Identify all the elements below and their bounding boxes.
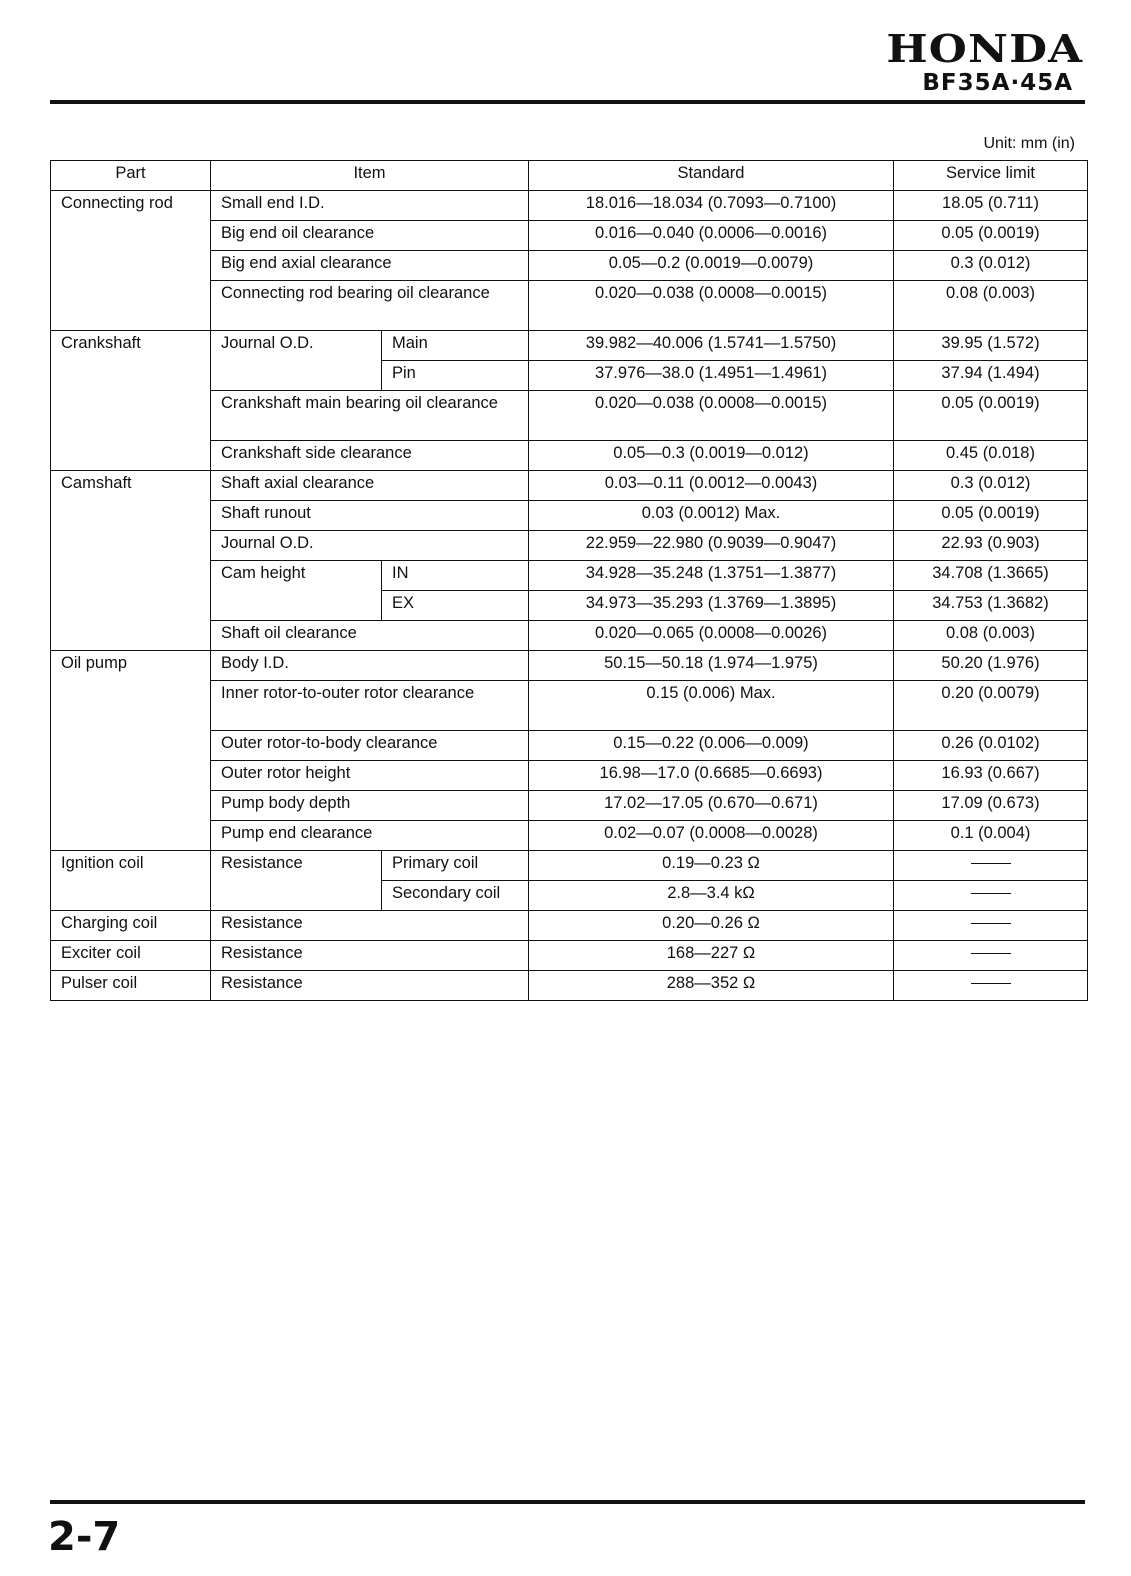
standard-cell: 17.02—17.05 (0.670—0.671) bbox=[529, 791, 894, 821]
standard-cell: 2.8—3.4 kΩ bbox=[529, 881, 894, 911]
standard-cell: 0.03 (0.0012) Max. bbox=[529, 501, 894, 531]
standard-cell: 0.016—0.040 (0.0006—0.0016) bbox=[529, 221, 894, 251]
part-cell: Pulser coil bbox=[51, 971, 211, 1001]
sub-item-cell: EX bbox=[382, 591, 529, 621]
item-cell: Crankshaft main bearing oil clearance bbox=[211, 391, 529, 441]
item-cell: Shaft runout bbox=[211, 501, 529, 531]
limit-cell: 34.708 (1.3665) bbox=[894, 561, 1088, 591]
limit-cell: 37.94 (1.494) bbox=[894, 361, 1088, 391]
limit-cell: 0.05 (0.0019) bbox=[894, 391, 1088, 441]
limit-cell: 16.93 (0.667) bbox=[894, 761, 1088, 791]
limit-cell: 0.20 (0.0079) bbox=[894, 681, 1088, 731]
not-applicable-dash bbox=[971, 893, 1011, 894]
item-cell: Body I.D. bbox=[211, 651, 529, 681]
standard-cell: 0.03—0.11 (0.0012—0.0043) bbox=[529, 471, 894, 501]
standard-cell: 0.05—0.2 (0.0019—0.0079) bbox=[529, 251, 894, 281]
limit-cell bbox=[894, 851, 1088, 881]
standard-cell: 0.020—0.038 (0.0008—0.0015) bbox=[529, 281, 894, 331]
limit-cell: 0.1 (0.004) bbox=[894, 821, 1088, 851]
part-cell: Ignition coil bbox=[51, 851, 211, 911]
part-cell: Crankshaft bbox=[51, 331, 211, 471]
standard-cell: 0.02—0.07 (0.0008—0.0028) bbox=[529, 821, 894, 851]
standard-cell: 37.976—38.0 (1.4951—1.4961) bbox=[529, 361, 894, 391]
sub-item-cell: Primary coil bbox=[382, 851, 529, 881]
limit-cell: 0.05 (0.0019) bbox=[894, 221, 1088, 251]
standard-cell: 39.982—40.006 (1.5741—1.5750) bbox=[529, 331, 894, 361]
col-header-limit: Service limit bbox=[894, 161, 1088, 191]
table-row bbox=[51, 911, 1088, 941]
not-applicable-dash bbox=[971, 863, 1011, 864]
standard-cell: 288—352 Ω bbox=[529, 971, 894, 1001]
col-header-part: Part bbox=[51, 161, 211, 191]
item-cell: Crankshaft side clearance bbox=[211, 441, 529, 471]
not-applicable-dash bbox=[971, 923, 1011, 924]
table-row bbox=[51, 651, 1088, 681]
standard-cell: 0.20—0.26 Ω bbox=[529, 911, 894, 941]
item-cell: Journal O.D. bbox=[211, 331, 382, 391]
item-cell: Pump body depth bbox=[211, 791, 529, 821]
item-cell: Big end axial clearance bbox=[211, 251, 529, 281]
not-applicable-dash bbox=[971, 953, 1011, 954]
standard-cell: 18.016—18.034 (0.7093—0.7100) bbox=[529, 191, 894, 221]
item-cell: Inner rotor-to-outer rotor clearance bbox=[211, 681, 529, 731]
item-cell: Resistance bbox=[211, 851, 382, 911]
part-cell: Exciter coil bbox=[51, 941, 211, 971]
limit-cell: 0.08 (0.003) bbox=[894, 621, 1088, 651]
item-cell: Cam height bbox=[211, 561, 382, 621]
item-cell: Connecting rod bearing oil clearance bbox=[211, 281, 529, 331]
specification-table bbox=[50, 160, 1088, 1001]
limit-cell bbox=[894, 971, 1088, 1001]
standard-cell: 168—227 Ω bbox=[529, 941, 894, 971]
limit-cell: 0.3 (0.012) bbox=[894, 251, 1088, 281]
standard-cell: 34.928—35.248 (1.3751—1.3877) bbox=[529, 561, 894, 591]
limit-cell: 0.26 (0.0102) bbox=[894, 731, 1088, 761]
table-row bbox=[51, 971, 1088, 1001]
limit-cell: 39.95 (1.572) bbox=[894, 331, 1088, 361]
standard-cell: 0.19—0.23 Ω bbox=[529, 851, 894, 881]
limit-cell: 17.09 (0.673) bbox=[894, 791, 1088, 821]
item-cell: Big end oil clearance bbox=[211, 221, 529, 251]
item-cell: Pump end clearance bbox=[211, 821, 529, 851]
standard-cell: 0.05—0.3 (0.0019—0.012) bbox=[529, 441, 894, 471]
limit-cell: 0.45 (0.018) bbox=[894, 441, 1088, 471]
limit-cell bbox=[894, 941, 1088, 971]
limit-cell: 0.3 (0.012) bbox=[894, 471, 1088, 501]
unit-note: Unit: mm (in) bbox=[983, 135, 1075, 152]
not-applicable-dash bbox=[971, 983, 1011, 984]
standard-cell: 16.98—17.0 (0.6685—0.6693) bbox=[529, 761, 894, 791]
limit-cell bbox=[894, 881, 1088, 911]
table-row bbox=[51, 851, 1088, 881]
sub-item-cell: Secondary coil bbox=[382, 881, 529, 911]
item-cell: Resistance bbox=[211, 911, 529, 941]
part-cell: Camshaft bbox=[51, 471, 211, 651]
sub-item-cell: IN bbox=[382, 561, 529, 591]
table-header-row bbox=[51, 161, 1088, 191]
table-row bbox=[51, 331, 1088, 361]
limit-cell bbox=[894, 911, 1088, 941]
limit-cell: 18.05 (0.711) bbox=[894, 191, 1088, 221]
item-cell: Resistance bbox=[211, 941, 529, 971]
limit-cell: 34.753 (1.3682) bbox=[894, 591, 1088, 621]
item-cell: Outer rotor-to-body clearance bbox=[211, 731, 529, 761]
page-number: 2-7 bbox=[48, 1514, 121, 1560]
table-row bbox=[51, 191, 1088, 221]
standard-cell: 0.15 (0.006) Max. bbox=[529, 681, 894, 731]
table-row bbox=[51, 471, 1088, 501]
standard-cell: 0.15—0.22 (0.006—0.009) bbox=[529, 731, 894, 761]
part-cell: Connecting rod bbox=[51, 191, 211, 331]
standard-cell: 22.959—22.980 (0.9039—0.9047) bbox=[529, 531, 894, 561]
standard-cell: 34.973—35.293 (1.3769—1.3895) bbox=[529, 591, 894, 621]
limit-cell: 50.20 (1.976) bbox=[894, 651, 1088, 681]
table-row bbox=[51, 941, 1088, 971]
col-header-item: Item bbox=[211, 161, 529, 191]
part-cell: Charging coil bbox=[51, 911, 211, 941]
item-cell: Shaft oil clearance bbox=[211, 621, 529, 651]
item-cell: Outer rotor height bbox=[211, 761, 529, 791]
model-title: BF35A·45A bbox=[922, 70, 1073, 96]
header-rule bbox=[50, 100, 1085, 104]
brand-logo: HONDA bbox=[886, 26, 1083, 71]
limit-cell: 0.05 (0.0019) bbox=[894, 501, 1088, 531]
standard-cell: 0.020—0.038 (0.0008—0.0015) bbox=[529, 391, 894, 441]
item-cell: Journal O.D. bbox=[211, 531, 529, 561]
item-cell: Shaft axial clearance bbox=[211, 471, 529, 501]
standard-cell: 0.020—0.065 (0.0008—0.0026) bbox=[529, 621, 894, 651]
standard-cell: 50.15—50.18 (1.974—1.975) bbox=[529, 651, 894, 681]
part-cell: Oil pump bbox=[51, 651, 211, 851]
sub-item-cell: Pin bbox=[382, 361, 529, 391]
footer-rule bbox=[50, 1500, 1085, 1504]
col-header-standard: Standard bbox=[529, 161, 894, 191]
item-cell: Small end I.D. bbox=[211, 191, 529, 221]
limit-cell: 0.08 (0.003) bbox=[894, 281, 1088, 331]
sub-item-cell: Main bbox=[382, 331, 529, 361]
limit-cell: 22.93 (0.903) bbox=[894, 531, 1088, 561]
item-cell: Resistance bbox=[211, 971, 529, 1001]
